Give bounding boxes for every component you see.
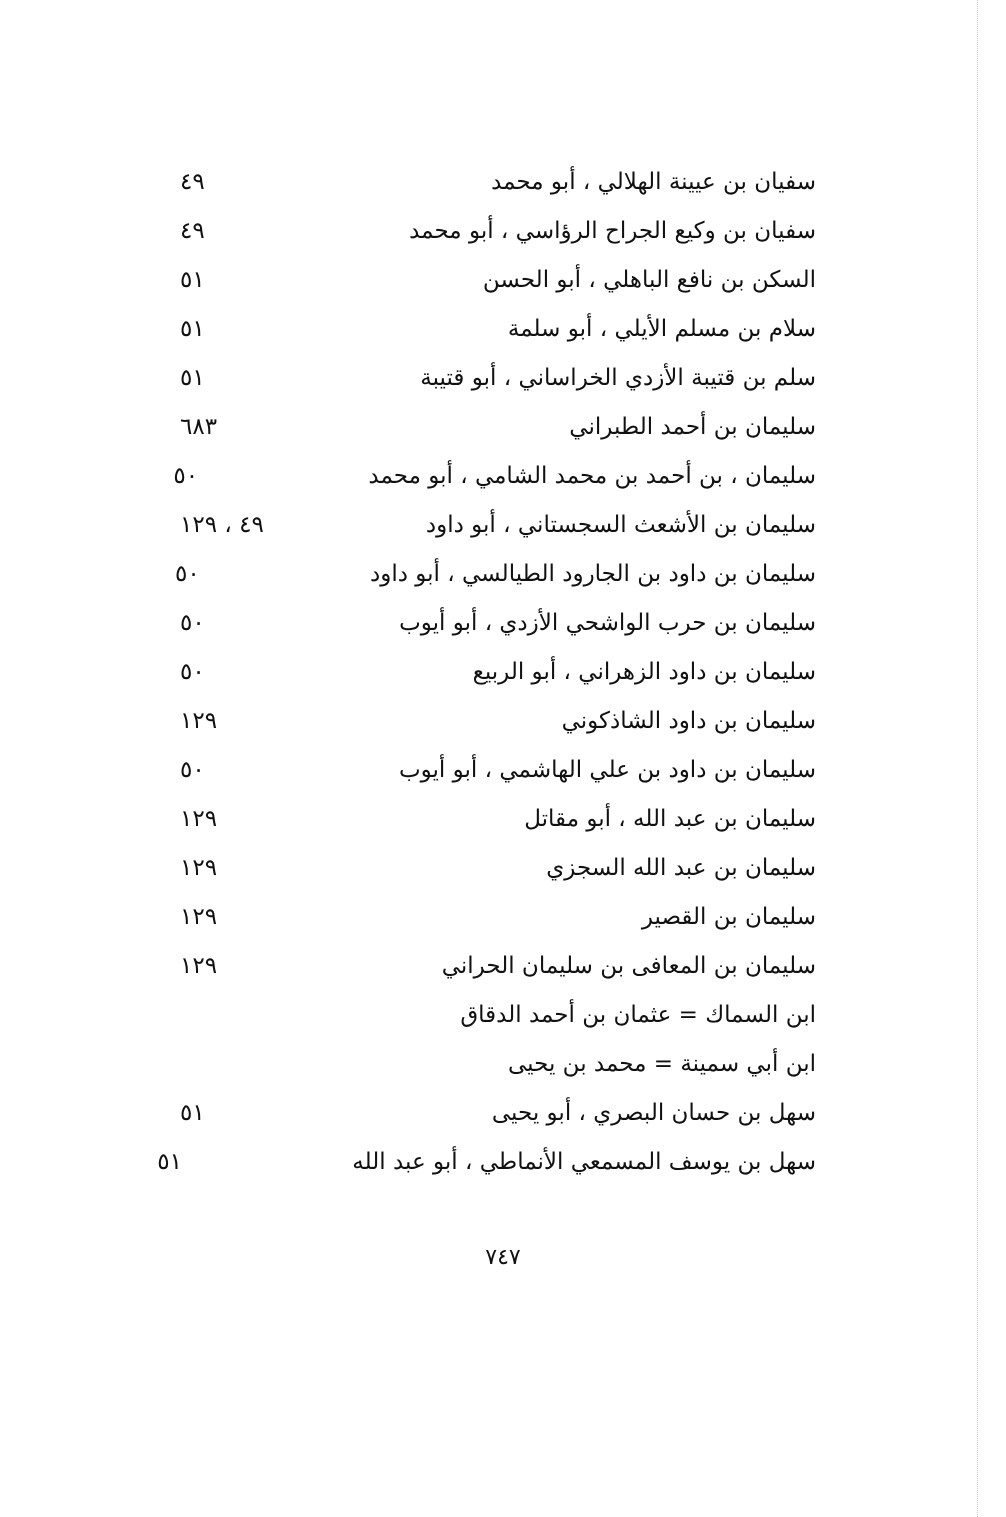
- entry-name: سليمان بن عبد الله ، أبو مقاتل: [524, 806, 816, 832]
- index-entry: [173, 452, 816, 501]
- entry-name: سفيان بن وكيع الجراح الرؤاسي ، أبو محمد: [409, 218, 816, 244]
- entry-pages: ٥١: [180, 365, 205, 391]
- entry-pages: ٥٠: [173, 463, 199, 489]
- entry-name: سهل بن حسان البصري ، أبو يحيى: [491, 1100, 816, 1126]
- index-entry: [180, 256, 816, 305]
- entry-name: ابن أبي سمينة = محمد بن يحيى: [508, 1051, 816, 1077]
- entry-name: سليمان ، بن أحمد بن محمد الشامي ، أبو محمد: [368, 463, 816, 489]
- index-entry: [180, 697, 816, 746]
- page-number: ٧٤٧: [485, 1245, 521, 1270]
- entry-pages: ١٢٩: [180, 806, 218, 832]
- entry-pages: ١٢٩: [180, 953, 218, 979]
- index-entry: [180, 1089, 816, 1138]
- entry-pages: ١٢٩: [180, 708, 218, 734]
- entry-pages: ٥١: [157, 1149, 183, 1175]
- index-entry: [180, 746, 816, 795]
- entry-name: سليمان بن داود بن الجارود الطيالسي ، أبو داود: [369, 561, 816, 587]
- entry-pages: ٥١: [180, 267, 205, 293]
- index-entry: [180, 942, 816, 991]
- entry-pages: ٥٠: [180, 659, 205, 685]
- index-entry: [180, 795, 816, 844]
- entry-pages: ٥٠: [180, 610, 205, 636]
- entry-name: سهل بن يوسف المسمعي الأنماطي ، أبو عبد الله: [352, 1149, 816, 1175]
- index-entry: [180, 403, 816, 452]
- entry-name: السكن بن نافع الباهلي ، أبو الحسن: [482, 267, 816, 293]
- entry-name: سليمان بن الأشعث السجستاني ، أبو داود: [425, 512, 816, 538]
- entry-pages: ٤٩: [180, 218, 205, 244]
- entry-name: سلام بن مسلم الأيلي ، أبو سلمة: [507, 316, 816, 342]
- entry-name: سليمان بن أحمد الطبراني: [569, 414, 816, 440]
- entry-name: ابن السماك = عثمان بن أحمد الدقاق: [460, 1002, 816, 1028]
- index-entry: [174, 550, 816, 599]
- entry-pages: ٥٠: [174, 561, 200, 587]
- entry-name: سليمان بن داود الشاذكوني: [561, 708, 816, 734]
- entry-pages: ٥٠: [180, 757, 205, 783]
- entry-pages: ١٢٩: [180, 904, 218, 930]
- page-edge-divider: [977, 0, 978, 1517]
- index-entry: [180, 1040, 816, 1089]
- entry-name: سليمان بن القصير: [641, 904, 816, 930]
- index-entry: [180, 501, 816, 550]
- entry-name: سليمان بن حرب الواشحي الأزدي ، أبو أيوب: [399, 610, 816, 636]
- entry-pages: ٦٨٣: [180, 414, 218, 440]
- entry-name: سليمان بن المعافى بن سليمان الحراني: [441, 953, 816, 979]
- entry-pages: ٥١: [180, 316, 205, 342]
- index-entry: [180, 599, 816, 648]
- entry-name: سفيان بن عيينة الهلالي ، أبو محمد: [491, 169, 816, 195]
- entry-name: سلم بن قتيبة الأزدي الخراساني ، أبو قتيبة: [420, 365, 816, 391]
- index-entry: [180, 893, 816, 942]
- index-list: [157, 158, 816, 1187]
- index-entry: [180, 207, 816, 256]
- entry-pages: ١٢٩: [180, 855, 218, 881]
- index-entry: [180, 354, 816, 403]
- index-entry: [180, 158, 816, 207]
- index-entry: [180, 305, 816, 354]
- entry-name: سليمان بن داود الزهراني ، أبو الربيع: [472, 659, 816, 685]
- entry-name: سليمان بن عبد الله السجزي: [546, 855, 816, 881]
- index-entry: [157, 1138, 816, 1187]
- index-entry: [180, 844, 816, 893]
- entry-name: سليمان بن داود بن علي الهاشمي ، أبو أيوب: [399, 757, 816, 783]
- entry-pages: ٥١: [180, 1100, 205, 1126]
- index-entry: [180, 648, 816, 697]
- entry-pages: ٤٩: [180, 169, 205, 195]
- entry-pages: ٤٩ ، ١٢٩: [180, 512, 264, 538]
- index-entry: [180, 991, 816, 1040]
